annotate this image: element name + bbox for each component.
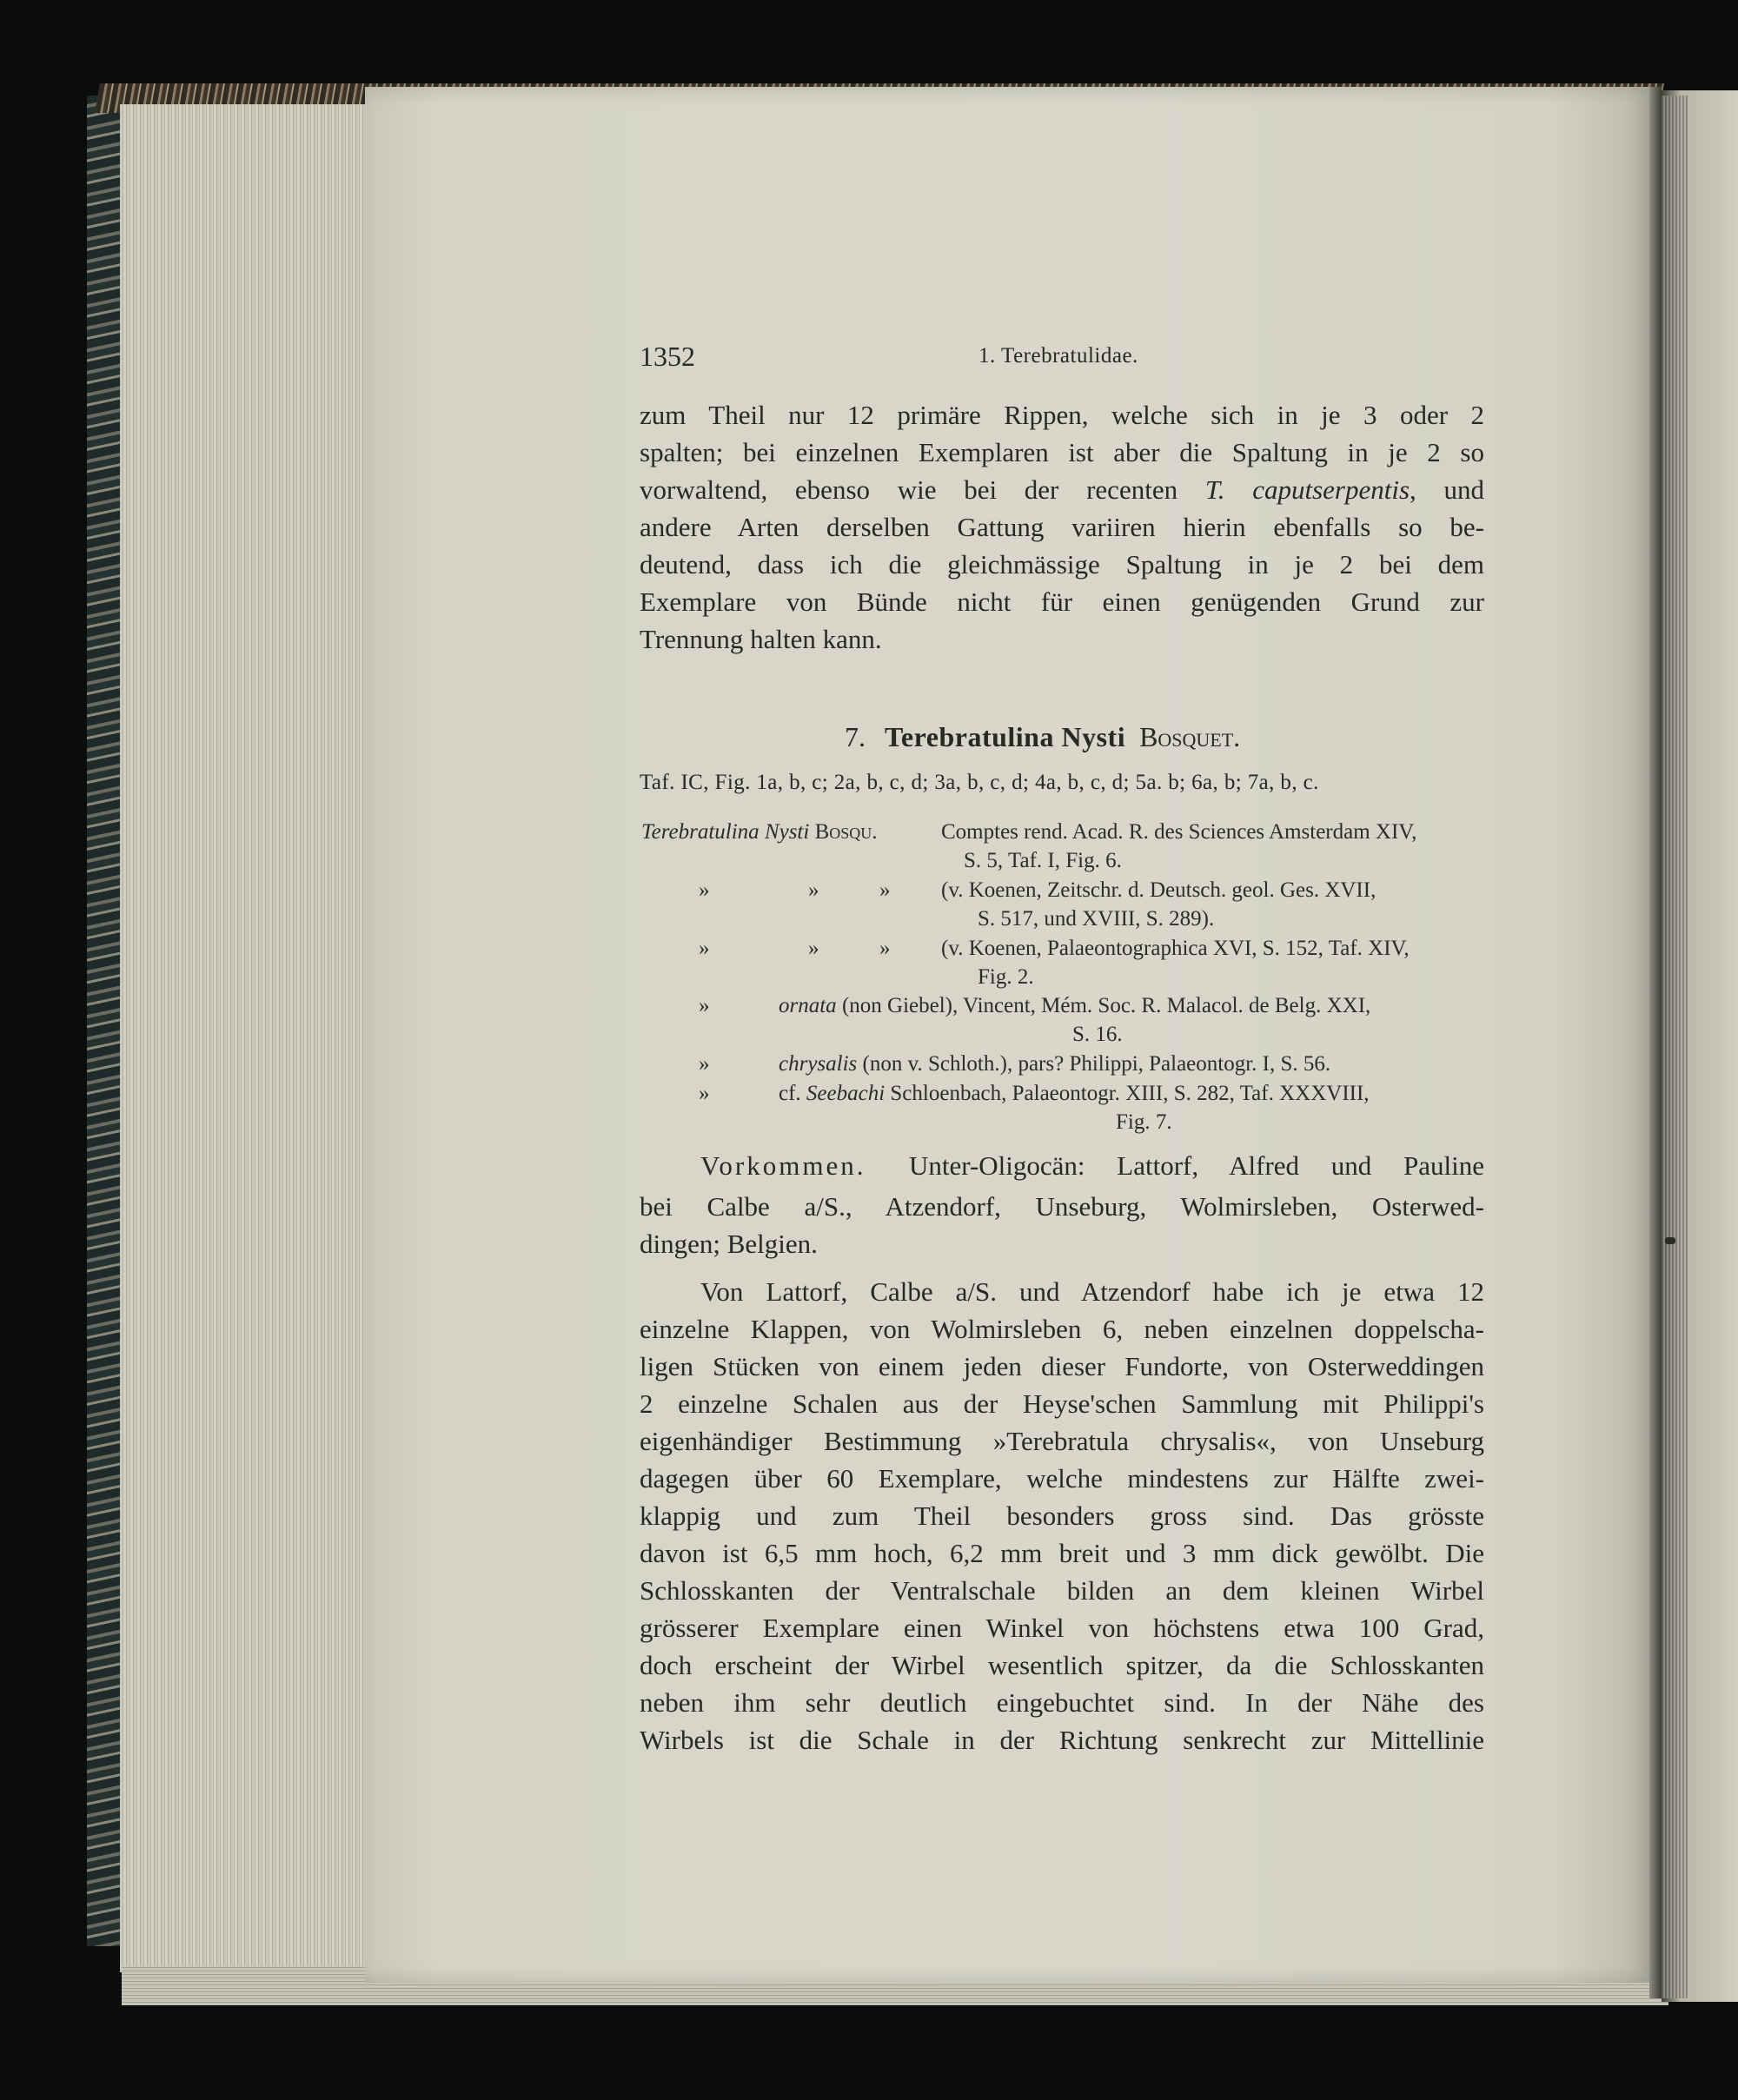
occurrence-line: Unter-Oligocän: Lattorf, Alfred und Pauline	[909, 1150, 1484, 1181]
ditto-mark: »	[699, 1052, 710, 1076]
text-line: spalten; bei einzelnen Exemplaren ist aber die Spaltung in je 2 so	[640, 437, 1484, 467]
synonym-reference: ornata (non Giebel), Vincent, Mém. Soc. R. Malacol. de Belg. XXI,	[779, 994, 1371, 1017]
section-heading	[845, 721, 1240, 753]
text-line: andere Arten derselben Gattung variiren hierin ebenfalls so be-	[640, 512, 1484, 542]
text-line: dagegen über 60 Exemplare, welche mindestens zur Hälfte zwei-	[640, 1463, 1484, 1494]
page-stack-edge	[120, 104, 372, 1972]
text-line: doch erscheint der Wirbel wesentlich spitzer, da die Schlosskanten	[640, 1650, 1484, 1680]
synonym-reference: S. 517, und XVIII, S. 289).	[978, 907, 1215, 931]
synonym-reference: Comptes rend. Acad. R. des Sciences Amsterdam XIV,	[941, 820, 1417, 844]
synonym-reference: Fig. 2.	[978, 965, 1034, 989]
occurrence-line: bei Calbe a/S., Atzendorf, Unseburg, Wolmirsleben, Osterwed-	[640, 1191, 1484, 1222]
facing-page-stack	[1662, 96, 1688, 1998]
synonym-reference: Fig. 7.	[1116, 1110, 1172, 1134]
synonym-reference: chrysalis (non v. Schloth.), pars? Philippi, Palaeontogr. I, S. 56.	[779, 1052, 1331, 1076]
text-line: deutend, dass ich die gleichmässige Spaltung in je 2 bei dem	[640, 549, 1484, 580]
plate-reference: Taf. IC, Fig. 1a, b, c; 2a, b, c, d; 3a, b, c, d; 4a, b, c, d; 5a. b; 6a, b; 7a, b, c.	[640, 771, 1319, 794]
text-line: Trennung halten kann.	[640, 624, 882, 654]
text-line: grösserer Exemplare einen Winkel von höchstens etwa 100 Grad,	[640, 1613, 1484, 1643]
synonym-reference: S. 5, Taf. I, Fig. 6.	[964, 849, 1122, 872]
ditto-mark: »	[699, 994, 710, 1017]
ditto-mark: »	[808, 878, 819, 902]
facing-page-mark	[1665, 1237, 1675, 1244]
running-title: 1. Terebratulidae.	[978, 344, 1138, 368]
text-line: davon ist 6,5 mm hoch, 6,2 mm breit und 3 mm dick gewölbt. Die	[640, 1538, 1484, 1568]
text-line: Exemplare von Bünde nicht für einen genügenden Grund zur	[640, 586, 1484, 617]
text-line: vorwaltend, ebenso wie bei der recenten T. caputserpentis, und	[640, 474, 1485, 505]
page-number: 1352	[640, 341, 695, 372]
text-line: Von Lattorf, Calbe a/S. und Atzendorf habe ich je etwa 12	[700, 1276, 1484, 1307]
text-line: einzelne Klappen, von Wolmirsleben 6, neben einzelnen doppelscha-	[640, 1314, 1484, 1344]
ditto-mark: »	[699, 937, 710, 960]
text-line: neben ihm sehr deutlich eingebuchtet sind. In der Nähe des	[640, 1687, 1484, 1718]
ditto-mark: »	[879, 878, 891, 902]
ditto-mark: »	[879, 937, 891, 960]
text-line: eigenhändiger Bestimmung »Terebratula chrysalis«, von Unseburg	[640, 1426, 1484, 1456]
text-line: Schlosskanten der Ventralschale bilden an dem kleinen Wirbel	[640, 1575, 1484, 1606]
species-author: Bosquet.	[1139, 721, 1241, 752]
ditto-mark: »	[808, 937, 819, 960]
section-number: 7.	[845, 721, 866, 752]
synonym-reference: (v. Koenen, Palaeontographica XVI, S. 152, Taf. XIV,	[941, 937, 1410, 960]
synonym-reference: S. 16.	[1072, 1023, 1123, 1046]
occurrence-line: dingen; Belgien.	[640, 1229, 818, 1259]
text-line: ligen Stücken von einem jeden dieser Fundorte, von Osterweddingen	[640, 1351, 1484, 1381]
occurrence-line: Vorkommen.	[700, 1150, 866, 1181]
text-line: Wirbels ist die Schale in der Richtung senkrecht zur Mittellinie	[640, 1725, 1484, 1755]
text-line: 2 einzelne Schalen aus der Heyse'schen Sammlung mit Philippi's	[640, 1388, 1484, 1419]
book-spine	[87, 96, 122, 1946]
species-name: Terebratulina Nysti	[885, 721, 1126, 752]
synonym-reference: cf. Seebachi Schloenbach, Palaeontogr. XIII, S. 282, Taf. XXXVIII,	[779, 1082, 1370, 1105]
book-gutter	[1649, 87, 1662, 1998]
text-line: zum Theil nur 12 primäre Rippen, welche sich in je 3 oder 2	[640, 400, 1484, 430]
ditto-mark: »	[699, 1082, 710, 1105]
ditto-mark: »	[699, 878, 710, 902]
text-line: klappig und zum Theil besonders gross sind. Das grösste	[640, 1500, 1484, 1531]
synonym-reference: (v. Koenen, Zeitschr. d. Deutsch. geol. Ges. XVII,	[941, 878, 1376, 902]
synonym-name: Terebratulina Nysti Bosqu.	[641, 820, 878, 844]
